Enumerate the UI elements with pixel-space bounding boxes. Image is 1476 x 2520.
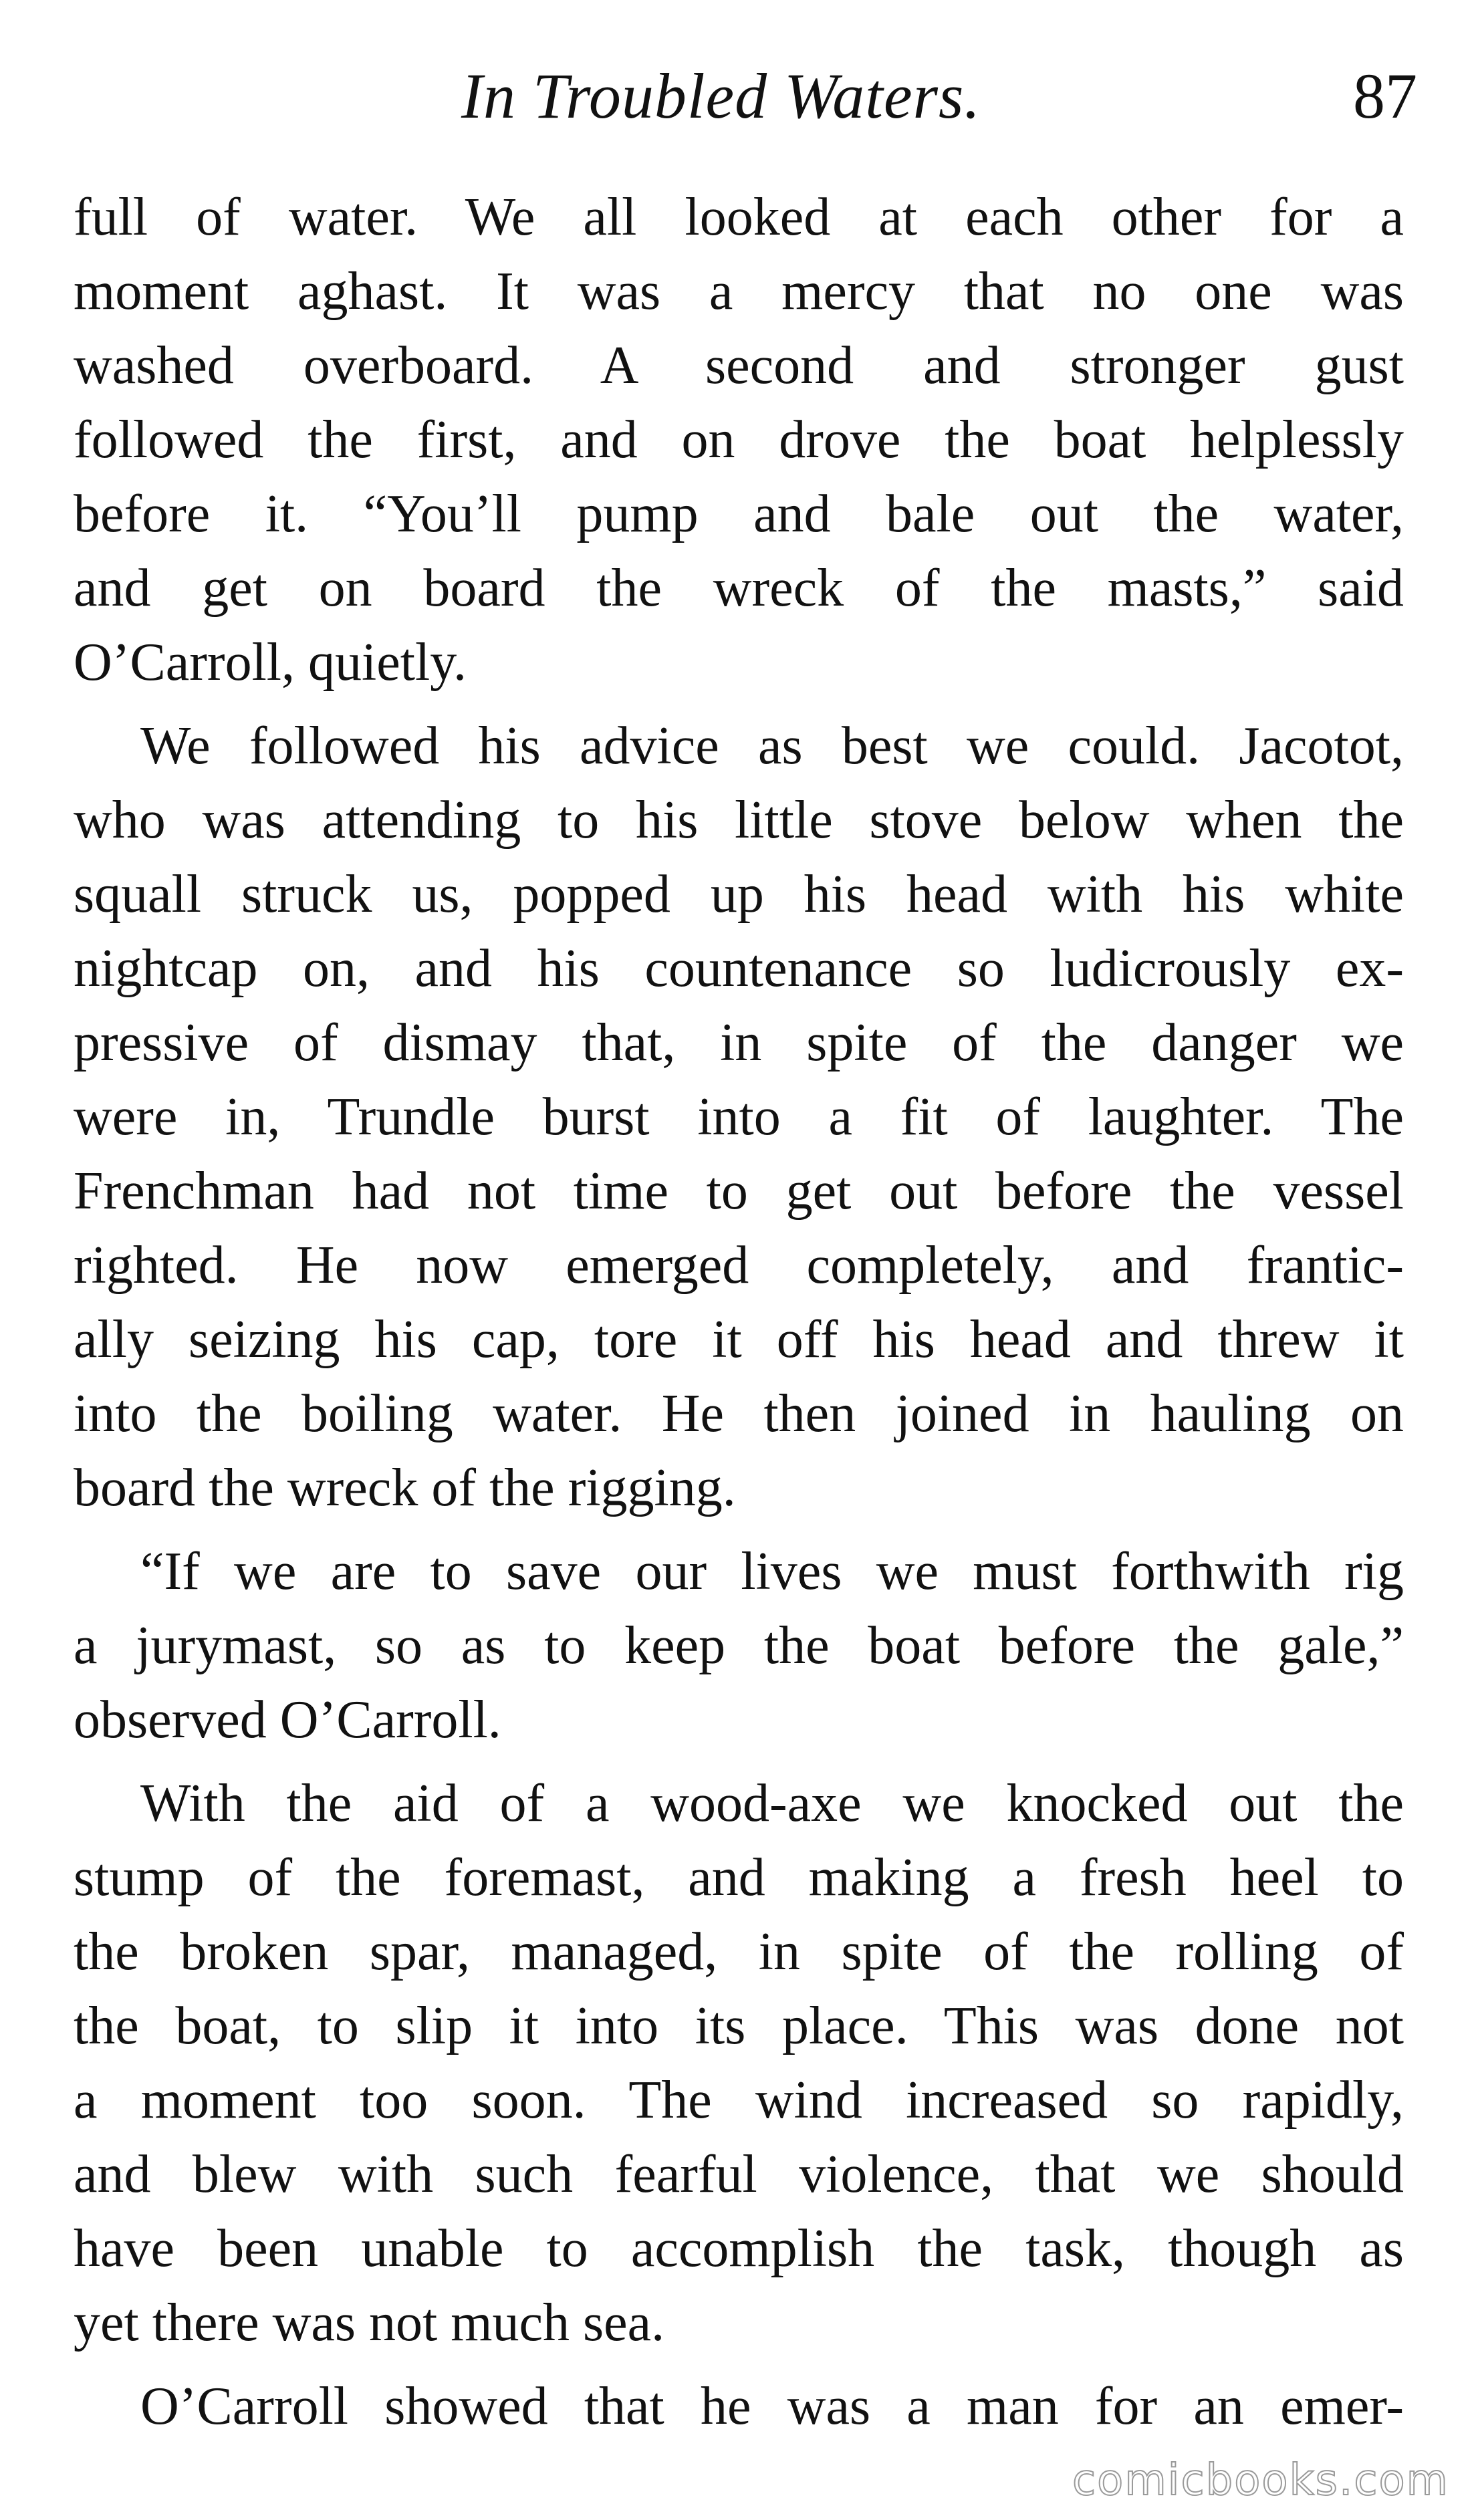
text-line: We followed his advice as best we could. Jacotot, xyxy=(140,717,1404,775)
chapter-title: In Troubled Waters. xyxy=(461,60,981,132)
paragraph xyxy=(74,709,1404,1525)
text-line: and get on board the wreck of the masts,” said xyxy=(74,559,1404,618)
text-line: squall struck us, popped up his head with his white xyxy=(74,865,1404,924)
text-line: full of water. We all looked at each other for a xyxy=(74,188,1404,247)
text-line: a moment too soon. The wind increased so rapidly, xyxy=(74,2071,1404,2130)
text-line: With the aid of a wood-axe we knocked out the xyxy=(140,1774,1404,1833)
text-line: before it. “You’ll pump and bale out the water, xyxy=(74,485,1404,543)
text-line: moment aghast. It was a mercy that no one was xyxy=(74,262,1404,321)
text-line: nightcap on, and his countenance so ludicrously ex- xyxy=(74,939,1404,998)
paragraph xyxy=(74,1767,1404,2360)
text-line: observed O’Carroll. xyxy=(74,1690,501,1749)
paragraph xyxy=(74,1535,1404,1757)
text-line: the boat, to slip it into its place. This was done not xyxy=(74,1997,1404,2055)
text-line: and blew with such fearful violence, that we should xyxy=(74,2145,1404,2204)
paragraph xyxy=(74,180,1404,700)
text-line: ally seizing his cap, tore it off his head and threw it xyxy=(74,1310,1404,1369)
text-line: righted. He now emerged completely, and frantic- xyxy=(74,1236,1404,1295)
text-line: Frenchman had not time to get out before the vessel xyxy=(74,1162,1404,1221)
text-line: into the boiling water. He then joined in hauling on xyxy=(74,1384,1404,1443)
paragraph xyxy=(74,2370,1404,2444)
text-line: have been unable to accomplish the task, though as xyxy=(74,2219,1404,2278)
text-line: a jurymast, so as to keep the boat before the gale,” xyxy=(74,1616,1404,1675)
text-line: O’Carroll showed that he was a man for an emer- xyxy=(140,2377,1404,2436)
running-header xyxy=(441,59,1417,146)
text-line: “If we are to save our lives we must forthwith rig xyxy=(140,1542,1404,1601)
text-line: stump of the foremast, and making a fresh heel to xyxy=(74,1848,1404,1907)
text-line: followed the first, and on drove the boat helplessly xyxy=(74,410,1404,469)
watermark-text: comicbooks.com xyxy=(1072,2456,1449,2505)
text-line: the broken spar, managed, in spite of the rolling of xyxy=(74,1922,1404,1981)
text-line: board the wreck of the rigging. xyxy=(74,1459,736,1517)
body-text xyxy=(74,180,1404,2453)
page-number: 87 xyxy=(1353,60,1417,132)
text-line: yet there was not much sea. xyxy=(74,2293,665,2352)
text-line: pressive of dismay that, in spite of the danger we xyxy=(74,1013,1404,1072)
text-line: O’Carroll, quietly. xyxy=(74,633,467,692)
text-line: were in, Trundle burst into a fit of laughter. The xyxy=(74,1088,1404,1146)
text-line: who was attending to his little stove below when the xyxy=(74,791,1404,850)
text-line: washed overboard. A second and stronger gust xyxy=(74,336,1404,395)
